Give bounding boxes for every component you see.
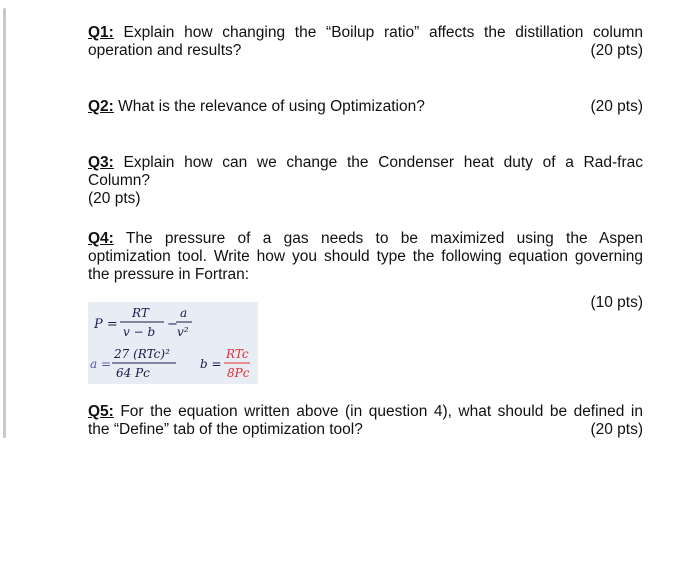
p-numerator-2: a: [180, 306, 188, 320]
question-4: [88, 230, 643, 312]
question-1: [88, 24, 643, 60]
question-4-text-3: the pressure in Fortran:: [88, 266, 250, 283]
question-4-label: Q4:: [88, 230, 114, 247]
question-5-points: (20 pts): [590, 421, 643, 438]
question-2-label: Q2:: [88, 98, 114, 115]
question-3-points: (20 pts): [88, 190, 141, 207]
p-denominator-2: v²: [177, 325, 189, 339]
equation-svg: [88, 302, 258, 384]
question-2-line-1: [88, 98, 643, 116]
a-numerator: 27 (RTc)²: [114, 347, 170, 361]
b-lhs: b =: [200, 357, 222, 371]
p-denominator-1: v − b: [123, 325, 156, 339]
question-1-text-1: Explain how changing the “Boilup ratio” affects the distillation column: [123, 24, 644, 41]
a-denominator: 64 Pc: [116, 366, 150, 380]
question-1-line-2: [88, 42, 643, 60]
page-scrollbar[interactable]: [3, 8, 6, 438]
b-numerator: RTc: [226, 347, 249, 361]
question-1-label: Q1:: [88, 24, 114, 41]
question-1-points: (20 pts): [590, 42, 643, 59]
question-4-text-1: The pressure of a gas needs to be maximized using the Aspen: [125, 230, 643, 247]
question-5-text-1: For the equation written above (in question 4), what should be defined in: [120, 403, 643, 420]
question-2-points: (20 pts): [590, 98, 643, 115]
question-2-text: What is the relevance of using Optimization?: [118, 98, 425, 115]
question-4-text-2: optimization tool. Write how you should type the following equation governing: [88, 248, 643, 265]
question-2: [88, 98, 643, 116]
question-4-line-1: [88, 230, 643, 248]
question-3: [88, 154, 643, 208]
question-1-line-1: [88, 24, 643, 42]
p-numerator-1: RT: [132, 306, 149, 320]
question-4-points: (10 pts): [590, 294, 643, 311]
question-5-line-1: [88, 403, 643, 421]
b-denominator: 8Pc: [227, 366, 250, 380]
question-3-label: Q3:: [88, 154, 114, 171]
p-minus: −: [167, 317, 178, 332]
p-lhs: P =: [94, 317, 118, 332]
question-5: [88, 403, 643, 439]
question-5-text-2: the “Define” tab of the optimization tool?: [88, 421, 363, 438]
a-lhs: a =: [90, 357, 112, 371]
equation-image: [88, 302, 258, 384]
question-3-text-2: Column?: [88, 172, 151, 189]
question-5-label: Q5:: [88, 403, 114, 420]
question-5-line-2: [88, 421, 643, 439]
question-3-text-1: Explain how can we change the Condenser heat duty of a Rad-frac: [123, 154, 643, 171]
question-3-line-1: [88, 154, 643, 172]
question-1-text-2: operation and results?: [88, 42, 242, 59]
